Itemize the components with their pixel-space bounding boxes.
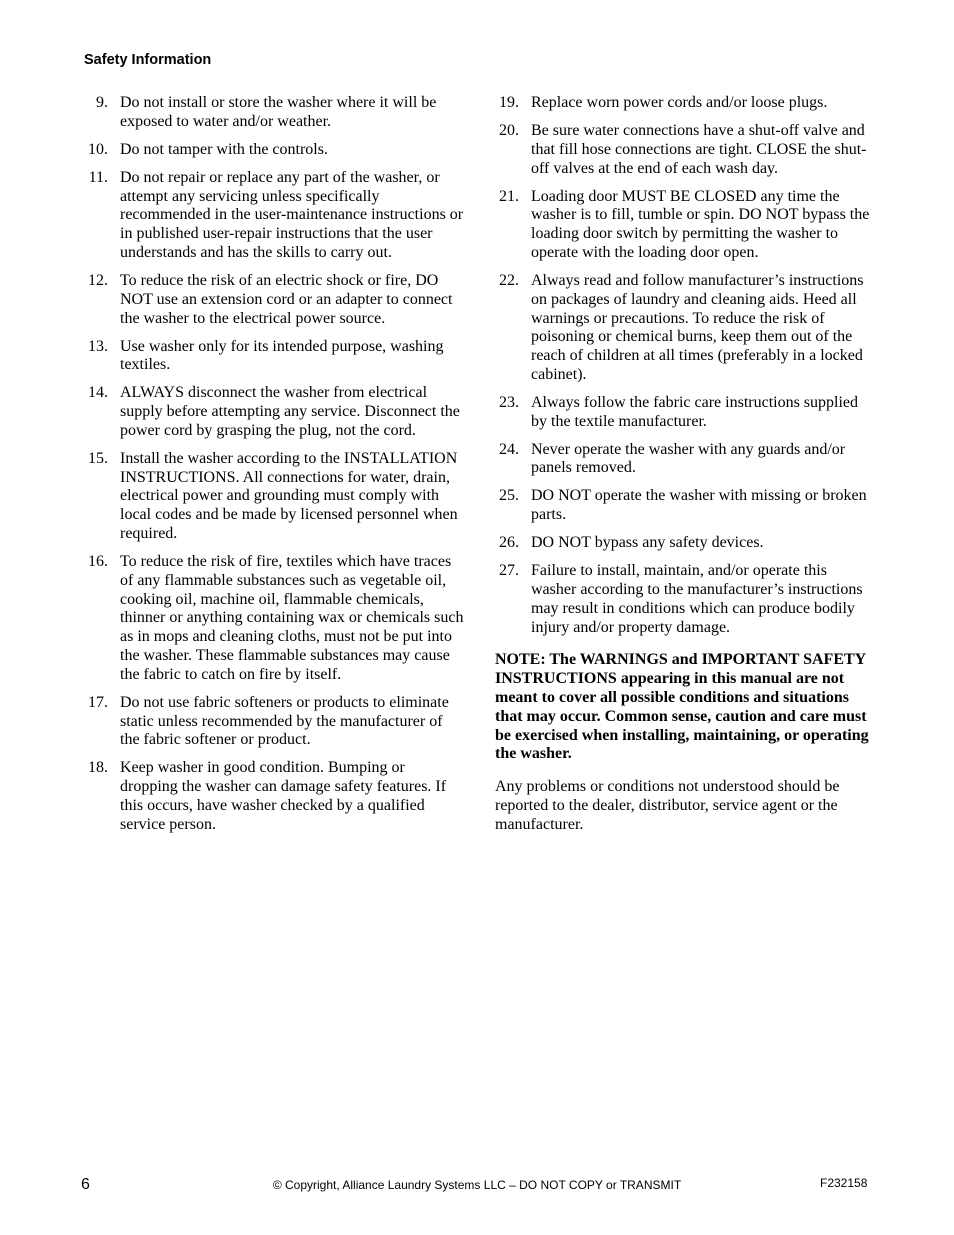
- item-text: Keep washer in good condition. Bumping or dropping the washer can damage safety features. If this occurs, have washer checked by a qualified service person.: [120, 759, 447, 833]
- list-item: [84, 94, 464, 132]
- item-number: 18.: [88, 759, 108, 777]
- left-column: [84, 94, 464, 844]
- item-number: 13.: [88, 337, 108, 355]
- item-text: Always follow the fabric care instructions supplied by the textile manufacturer.: [531, 393, 859, 430]
- list-item: [84, 553, 464, 685]
- item-text: Install the washer according to the INSTALLATION INSTRUCTIONS. All connections for water, drain, electrical power and grounding must comply with local codes and be made by licensed personnel when required.: [120, 449, 458, 543]
- item-text: To reduce the risk of an electric shock or fire, DO NOT use an extension cord or an adapter to connect the washer to the electrical power source.: [120, 271, 453, 327]
- item-number: 9.: [96, 94, 108, 111]
- page-number: 6: [81, 1176, 90, 1193]
- item-text: Always read and follow manufacturer’s instructions on packages of laundry and cleaning aids. Heed all warnings or precautions. To reduce the risk of poisoning or chemical burns, keep them out of the reach of children at all times (preferably in a locked cabinet).: [531, 271, 864, 383]
- item-text: ALWAYS disconnect the washer from electrical supply before attempting any service. Disconnect the power cord by grasping the plug, not the cord.: [120, 384, 460, 439]
- list-item: [84, 450, 464, 544]
- copyright-notice: © Copyright, Alliance Laundry Systems LLC – DO NOT COPY or TRANSMIT: [272, 1178, 682, 1192]
- item-number: 17.: [88, 693, 108, 711]
- list-item: [495, 122, 870, 178]
- item-number: 15.: [88, 449, 108, 467]
- right-column: [495, 94, 870, 835]
- list-item: [84, 272, 464, 328]
- item-text: Be sure water connections have a shut-off valve and that fill hose connections are tight. CLOSE the shut-off valves at the end of each wash day.: [531, 121, 867, 177]
- item-text: Replace worn power cords and/or loose plugs.: [531, 94, 828, 111]
- item-number: 19.: [499, 94, 519, 111]
- item-text: Do not repair or replace any part of the washer, or attempt any servicing unless specifically recommended in the user-maintenance instructions or in published user-repair instructions that the user understands and has the skills to carry out.: [120, 168, 464, 261]
- item-number: 11.: [88, 168, 108, 186]
- list-item: [495, 188, 870, 263]
- item-number: 24.: [499, 440, 519, 458]
- item-number: 27.: [499, 562, 519, 580]
- list-item: [495, 94, 870, 113]
- item-text: Do not use fabric softeners or products to eliminate static unless recommended by the manufacturer of the fabric softener or product.: [120, 693, 449, 749]
- list-item: [495, 562, 870, 637]
- item-text: Loading door MUST BE CLOSED any time the washer is to fill, tumble or spin. DO NOT bypass the loading door switch by permitting the washer to operate with the loading door open.: [531, 187, 870, 261]
- item-text: Do not install or store the washer where it will be exposed to water and/or weather.: [120, 94, 437, 130]
- note-paragraph: NOTE: The WARNINGS and IMPORTANT SAFETY INSTRUCTIONS appearing in this manual are not meant to cover all possible conditions and situations that may occur. Common sense, caution and care must be exercised when installing, maintaining, or operating the washer.: [495, 651, 869, 763]
- list-item: [84, 759, 464, 834]
- item-text: DO NOT operate the washer with missing or broken parts.: [531, 487, 867, 524]
- item-text: Use washer only for its intended purpose, washing textiles.: [120, 337, 444, 374]
- item-number: 25.: [499, 487, 519, 505]
- item-text: DO NOT bypass any safety devices.: [531, 534, 764, 552]
- list-item: [495, 394, 870, 432]
- item-number: 23.: [499, 393, 519, 411]
- list-item: [84, 694, 464, 750]
- document-code: F232158: [820, 1176, 868, 1190]
- list-item: [84, 169, 464, 263]
- item-number: 14.: [88, 384, 108, 402]
- item-number: 20.: [499, 121, 519, 139]
- item-number: 26.: [499, 534, 519, 552]
- item-number: 22.: [499, 271, 519, 289]
- item-number: 10.: [88, 140, 108, 158]
- item-number: 16.: [88, 553, 108, 571]
- section-title: Safety Information: [84, 52, 212, 68]
- list-item: [495, 487, 870, 525]
- item-number: 21.: [499, 187, 519, 205]
- item-number: 12.: [88, 271, 108, 289]
- list-item: [84, 141, 464, 160]
- item-text: Do not tamper with the controls.: [120, 140, 328, 158]
- list-item: [84, 384, 464, 440]
- list-item: [84, 338, 464, 376]
- item-text: Failure to install, maintain, and/or operate this washer according to the manufacturer’s instructions may result in conditions which can produce bodily injury and/or property damage.: [531, 562, 863, 636]
- list-item: [495, 534, 870, 553]
- closing-paragraph: Any problems or conditions not understood should be reported to the dealer, distributor, service agent or the manufacturer.: [495, 778, 840, 833]
- item-text: Never operate the washer with any guards and/or panels removed.: [531, 440, 846, 477]
- list-item: [495, 272, 870, 385]
- item-text: To reduce the risk of fire, textiles which have traces of any flammable substances such as vegetable oil, cooking oil, machine oil, flammable chemicals, thinner or anything containing wax or chemicals such as in mops and cleaning cloths, must not be put into the washer. These flammable substances may cause the fabric to catch on fire by itself.: [120, 553, 464, 683]
- list-item: [495, 441, 870, 479]
